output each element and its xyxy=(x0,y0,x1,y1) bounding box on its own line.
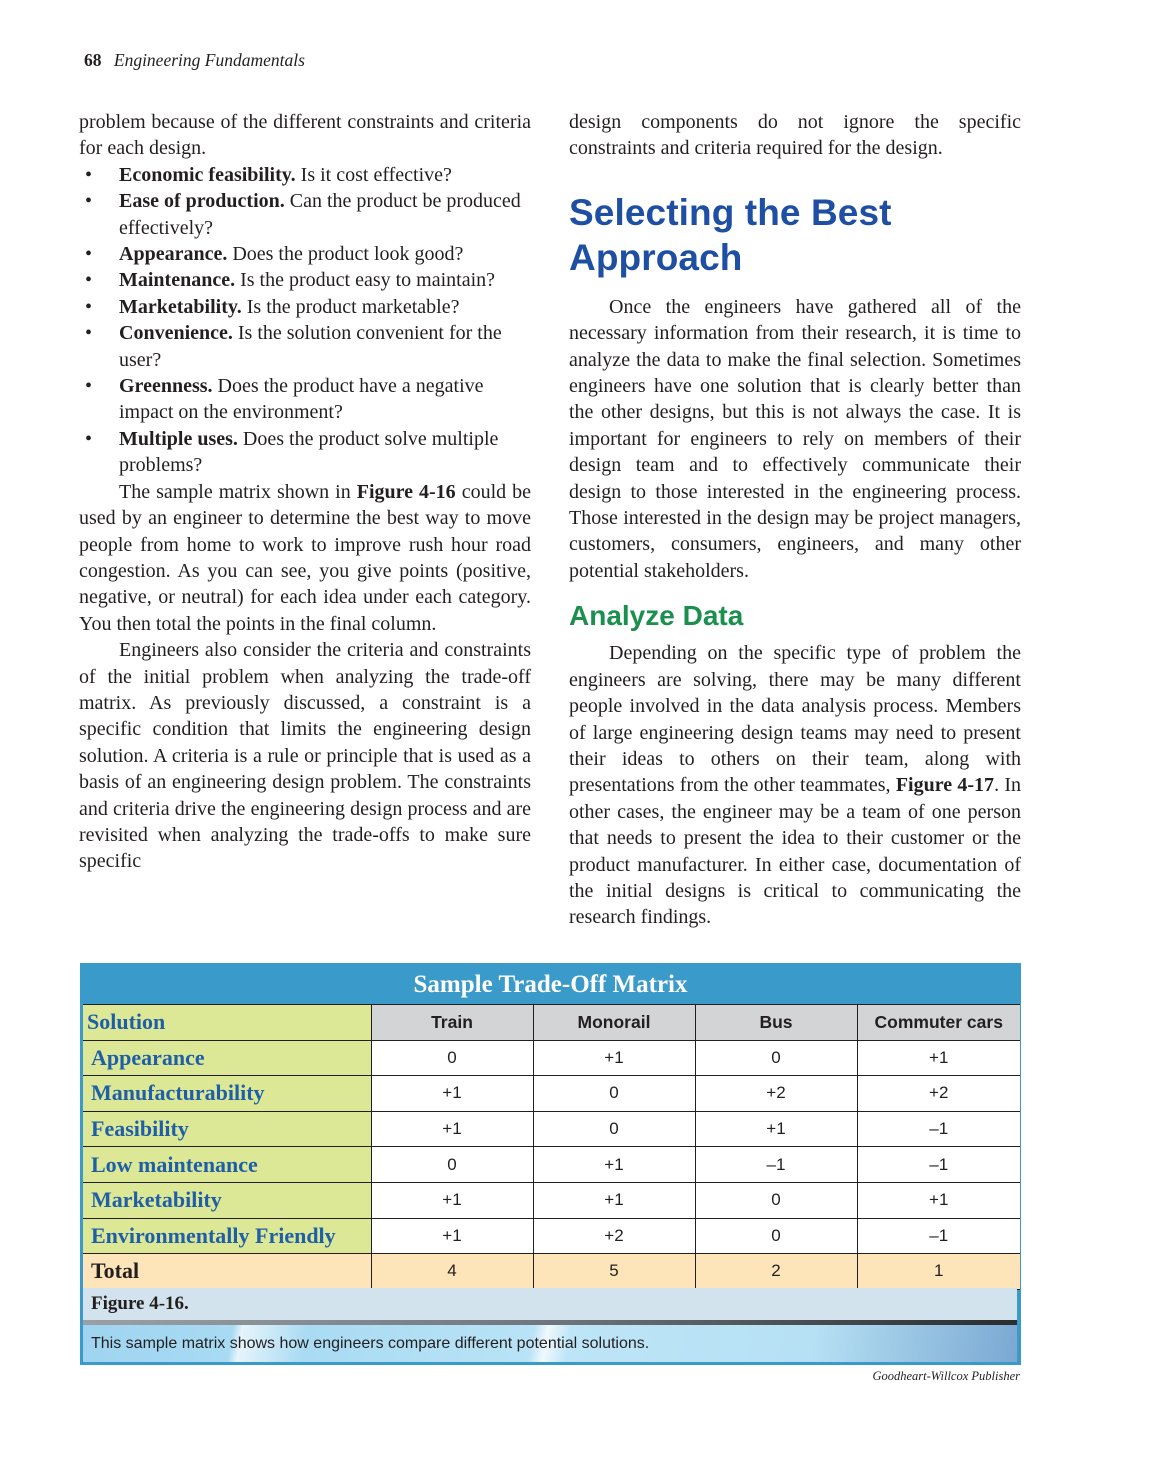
list-item-text: Is the solution convenient for the user? xyxy=(119,322,502,371)
subsection-heading: Analyze Data xyxy=(569,600,744,632)
row-label: Low maintenance xyxy=(83,1147,371,1183)
table-row xyxy=(83,1040,1020,1076)
list-item xyxy=(79,162,531,188)
list-item-text: Is the product marketable? xyxy=(241,295,460,318)
score-cell: –1 xyxy=(857,1111,1020,1147)
list-item-text: Can the product be produced effectively? xyxy=(119,190,521,239)
list-item-term: Multiple uses. xyxy=(119,427,238,450)
list-item xyxy=(79,188,531,241)
row-label: Feasibility xyxy=(83,1111,371,1147)
bullet-icon: • xyxy=(85,295,93,318)
score-cell: –1 xyxy=(857,1147,1020,1183)
list-item-text: Does the product solve multiple problems? xyxy=(119,427,499,477)
list-item-text: Does the product have a negative impact on the environment? xyxy=(119,375,484,424)
bullet-icon: • xyxy=(85,427,93,450)
score-cell: +1 xyxy=(533,1147,695,1183)
right-column xyxy=(569,109,1021,931)
page-number: 68 xyxy=(84,50,102,70)
list-item-text: Does the product look good? xyxy=(227,243,464,266)
figure-reference-link[interactable]: Figure 4-17 xyxy=(895,774,995,797)
score-cell: +1 xyxy=(857,1040,1020,1076)
constraints-paragraph: Engineers also consider the criteria and constraints of the initial problem when analyzing the trade-off matrix. As previously discussed, a constraint is a specific condition that limits the engineering design solution. A criteria is a rule or principle that is used as a basis of an engineering design problem. The constraints and criteria drive the engineering design process and are revisited when analyzing the trade-offs to make sure specific xyxy=(79,639,531,873)
table-row xyxy=(83,1076,1020,1112)
column-header: Train xyxy=(371,1005,533,1041)
continuation-paragraph: design components do not ignore the specific constraints and criteria required for the design. xyxy=(569,111,1021,160)
table-row xyxy=(83,1218,1020,1254)
total-row xyxy=(83,1254,1020,1290)
table-header-row xyxy=(83,1005,1020,1041)
list-item-term: Ease of production. xyxy=(119,190,285,213)
score-cell: 0 xyxy=(371,1147,533,1183)
score-cell: +1 xyxy=(533,1040,695,1076)
list-item-text: Is the product easy to maintain? xyxy=(235,269,496,292)
running-head xyxy=(84,50,305,71)
column-header: Commuter cars xyxy=(857,1005,1020,1041)
score-cell: +2 xyxy=(857,1076,1020,1112)
score-cell: +1 xyxy=(857,1182,1020,1218)
list-item-term: Convenience. xyxy=(119,322,233,345)
list-item-text: Is it cost effective? xyxy=(295,163,452,186)
figure-credit: Goodheart-Willcox Publisher xyxy=(872,1369,1020,1383)
score-cell: 0 xyxy=(533,1076,695,1112)
score-cell: +1 xyxy=(371,1218,533,1254)
criteria-list xyxy=(79,162,531,479)
list-item xyxy=(79,373,531,426)
list-item-term: Appearance. xyxy=(119,243,228,266)
bullet-icon: • xyxy=(85,269,93,292)
bullet-icon: • xyxy=(85,163,93,186)
trade-off-matrix-table xyxy=(83,1004,1020,1290)
list-item xyxy=(79,294,531,320)
paragraph-text: . In other cases, the engineer may be a team of one person that needs to present the idea to their customer or the product manufacturer. In either case, documentation of the initial designs is critical to communicating the research findings. xyxy=(569,774,1021,929)
score-cell: +2 xyxy=(533,1218,695,1254)
total-cell: 5 xyxy=(533,1254,695,1290)
list-item-term: Maintenance. xyxy=(119,269,236,292)
score-cell: 0 xyxy=(533,1111,695,1147)
score-cell: +1 xyxy=(695,1111,857,1147)
list-item xyxy=(79,267,531,293)
total-cell: 2 xyxy=(695,1254,857,1290)
table-row xyxy=(83,1111,1020,1147)
score-cell: 0 xyxy=(695,1040,857,1076)
table-row xyxy=(83,1182,1020,1218)
score-cell: +1 xyxy=(371,1076,533,1112)
analyze-paragraph xyxy=(569,640,1021,930)
score-cell: 0 xyxy=(371,1040,533,1076)
row-label: Appearance xyxy=(83,1040,371,1076)
row-label: Environmentally Friendly xyxy=(83,1218,371,1254)
section-paragraph: Once the engineers have gathered all of the necessary information from their research, it is time to analyze the data to make the final selection. Sometimes engineers have one solution that is clearly better than the other designs, but this is not always the case. It is important for engineers to rely on members of their design team and to effectively communicate their design to those interested in the engineering process. Those interested in the design may be project managers, customers, consumers, engineers, and many other potential stakeholders. xyxy=(569,295,1021,582)
score-cell: +1 xyxy=(371,1111,533,1147)
row-label: Marketability xyxy=(83,1182,371,1218)
score-cell: 0 xyxy=(695,1182,857,1218)
score-cell: –1 xyxy=(695,1147,857,1183)
book-title: Engineering Fundamentals xyxy=(113,50,305,70)
table-row xyxy=(83,1147,1020,1183)
left-column xyxy=(79,109,531,875)
score-cell: –1 xyxy=(857,1218,1020,1254)
list-item xyxy=(79,241,531,267)
paragraph-text: The sample matrix shown in xyxy=(119,480,357,503)
column-header: Bus xyxy=(695,1005,857,1041)
paragraph-text: Depending on the specific type of problem the engineers are solving, there may be many different people involved in the data analysis process. Members of large engineering design teams may need to present their ideas to others on their team, along with presentations from the other teammates, xyxy=(569,642,1021,797)
bullet-icon: • xyxy=(85,322,93,345)
score-cell: +1 xyxy=(533,1182,695,1218)
list-item-term: Greenness. xyxy=(119,375,213,398)
intro-continuation: problem because of the different constraints and criteria for each design. xyxy=(79,111,531,160)
total-label: Total xyxy=(83,1254,371,1290)
bullet-icon: • xyxy=(85,190,93,213)
section-heading: Selecting the Best Approach xyxy=(569,191,892,278)
list-item xyxy=(79,320,531,373)
bullet-icon: • xyxy=(85,243,93,266)
score-cell: 0 xyxy=(695,1218,857,1254)
list-item xyxy=(79,426,531,479)
list-item-term: Economic feasibility. xyxy=(119,163,296,186)
figure-caption-text: This sample matrix shows how engineers compare different potential solutions. xyxy=(83,1325,1017,1362)
figure-caption-label: Figure 4-16. xyxy=(83,1288,1017,1320)
paragraph-text: could be used by an engineer to determine the best way to move people from home to work to improve rush hour road congestion. As you can see, you give points (positive, negative, or neutral) for each idea under each category. You then total the points in the final column. xyxy=(79,480,531,635)
total-cell: 4 xyxy=(371,1254,533,1290)
corner-label: Solution xyxy=(83,1005,371,1041)
figure-title: Sample Trade-Off Matrix xyxy=(413,971,688,998)
figure-reference-link[interactable]: Figure 4-16 xyxy=(356,480,456,503)
row-label: Manufacturability xyxy=(83,1076,371,1112)
matrix-paragraph xyxy=(79,479,531,637)
total-cell: 1 xyxy=(857,1254,1020,1290)
bullet-icon: • xyxy=(85,375,93,398)
list-item-term: Marketability. xyxy=(119,295,242,318)
score-cell: +2 xyxy=(695,1076,857,1112)
column-header: Monorail xyxy=(533,1005,695,1041)
score-cell: +1 xyxy=(371,1182,533,1218)
trade-off-matrix-figure xyxy=(80,963,1021,1365)
